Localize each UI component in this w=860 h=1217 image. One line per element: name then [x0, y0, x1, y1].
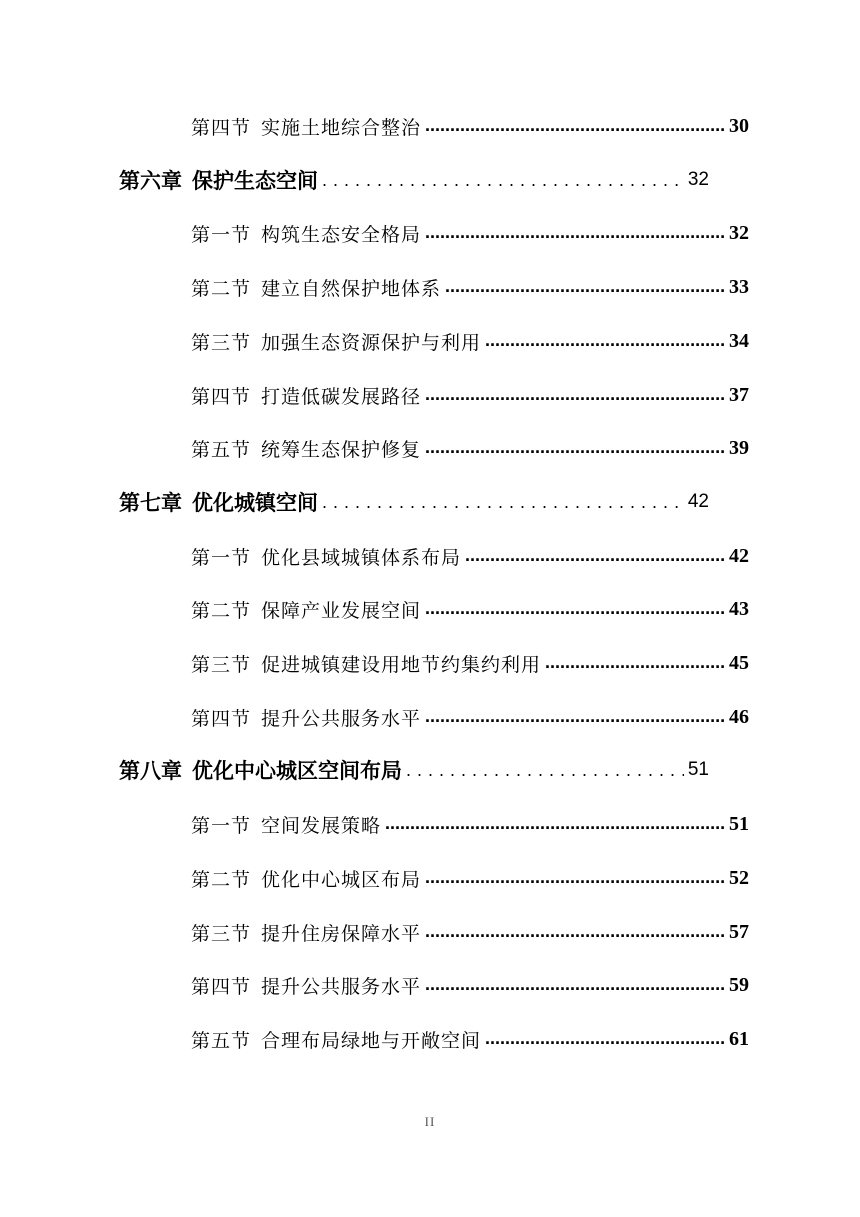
dot-leader — [425, 598, 725, 620]
section-number: 第二节 — [191, 599, 252, 622]
toc-entry-title — [191, 919, 421, 946]
section-title: 空间发展策略 — [261, 814, 382, 837]
toc-section-entry[interactable] — [191, 807, 749, 841]
chapter-number: 第六章 — [119, 168, 182, 193]
section-title: 优化县域城镇体系布局 — [261, 546, 462, 569]
toc-page-number: 32 — [687, 169, 709, 190]
section-title: 提升公共服务水平 — [261, 707, 422, 730]
chapter-title: 保护生态空间 — [192, 168, 318, 193]
section-number: 第二节 — [191, 277, 252, 300]
toc-page-number: 51 — [687, 759, 709, 780]
section-number: 第三节 — [191, 922, 252, 945]
toc-page-number: 59 — [729, 973, 749, 996]
dot-leader — [445, 276, 725, 298]
toc-entry-title — [191, 972, 421, 999]
toc-page-number: 43 — [729, 597, 749, 620]
section-title: 加强生态资源保护与利用 — [261, 331, 482, 354]
dot-leader — [385, 813, 725, 835]
dot-leader — [485, 1028, 725, 1050]
toc-entry-title — [191, 596, 421, 623]
toc-section-entry[interactable] — [191, 968, 749, 1002]
dot-leader — [425, 867, 725, 889]
toc-entry-title — [191, 543, 461, 570]
toc-section-entry[interactable] — [191, 109, 749, 143]
toc-section-entry[interactable] — [191, 915, 749, 949]
section-number: 第三节 — [191, 653, 252, 676]
toc-page-number: 61 — [729, 1027, 749, 1050]
section-number: 第一节 — [191, 223, 252, 246]
section-number: 第四节 — [191, 975, 252, 998]
toc-page-number: 57 — [729, 920, 749, 943]
toc-page-number: 34 — [729, 329, 749, 352]
section-title: 建立自然保护地体系 — [261, 277, 442, 300]
toc-chapter-entry[interactable] — [119, 753, 709, 787]
toc-section-entry[interactable] — [191, 270, 749, 304]
dot-leader — [425, 974, 725, 996]
dot-leader — [485, 330, 725, 352]
section-number: 第一节 — [191, 546, 252, 569]
toc-chapter-entry[interactable] — [119, 485, 709, 519]
toc-section-entry[interactable] — [191, 378, 749, 412]
toc-page-number: 42 — [729, 544, 749, 567]
section-title: 提升公共服务水平 — [261, 975, 422, 998]
dot-leader — [425, 437, 725, 459]
section-title: 打造低碳发展路径 — [261, 385, 422, 408]
toc-entry-title — [191, 113, 421, 140]
toc-chapter-entry[interactable] — [119, 163, 709, 197]
toc-entry-title — [119, 755, 402, 785]
toc-page-number: 30 — [729, 114, 749, 137]
dot-leader — [425, 706, 725, 728]
toc-entry-title — [191, 382, 421, 409]
toc-page-number: 33 — [729, 275, 749, 298]
toc-entry-title — [191, 435, 421, 462]
section-number: 第四节 — [191, 707, 252, 730]
chapter-title: 优化中心城区空间布局 — [192, 758, 402, 783]
chapter-title: 优化城镇空间 — [192, 490, 318, 515]
dot-leader — [465, 545, 725, 567]
dot-leader — [425, 115, 725, 137]
toc-entry-title — [191, 220, 421, 247]
toc-entry-title — [191, 704, 421, 731]
section-number: 第四节 — [191, 385, 252, 408]
toc-section-entry[interactable] — [191, 861, 749, 895]
toc-page-number: 51 — [729, 812, 749, 835]
page-number-footer: II — [424, 1114, 436, 1129]
toc-section-entry[interactable] — [191, 539, 749, 573]
section-title: 合理布局绿地与开敞空间 — [261, 1029, 482, 1052]
toc-entry-title — [191, 1026, 481, 1053]
chapter-number: 第八章 — [119, 758, 182, 783]
dot-leader — [322, 490, 684, 514]
toc-page-number: 42 — [687, 491, 709, 512]
toc-section-entry[interactable] — [191, 216, 749, 250]
toc-entry-title — [191, 650, 541, 677]
toc-page-number: 52 — [729, 866, 749, 889]
section-title: 统筹生态保护修复 — [261, 438, 422, 461]
dot-leader — [322, 168, 684, 192]
toc-entry-title — [191, 811, 381, 838]
section-number: 第四节 — [191, 116, 252, 139]
section-title: 提升住房保障水平 — [261, 922, 422, 945]
section-title: 促进城镇建设用地节约集约利用 — [261, 653, 542, 676]
section-title: 构筑生态安全格局 — [261, 223, 422, 246]
toc-page-number: 39 — [729, 436, 749, 459]
section-title: 实施土地综合整治 — [261, 116, 422, 139]
section-number: 第五节 — [191, 438, 252, 461]
dot-leader — [425, 921, 725, 943]
toc-section-entry[interactable] — [191, 592, 749, 626]
section-number: 第五节 — [191, 1029, 252, 1052]
toc-page-number: 32 — [729, 221, 749, 244]
toc-page-number: 45 — [729, 651, 749, 674]
toc-page-number: 46 — [729, 705, 749, 728]
dot-leader — [406, 758, 684, 782]
section-number: 第一节 — [191, 814, 252, 837]
toc-section-entry[interactable] — [191, 646, 749, 680]
section-number: 第二节 — [191, 868, 252, 891]
toc-section-entry[interactable] — [191, 324, 749, 358]
toc-section-entry[interactable] — [191, 1022, 749, 1056]
toc-entry-title — [191, 865, 421, 892]
toc-section-entry[interactable] — [191, 431, 749, 465]
toc-section-entry[interactable] — [191, 700, 749, 734]
section-title: 保障产业发展空间 — [261, 599, 422, 622]
dot-leader — [545, 652, 725, 674]
dot-leader — [425, 384, 725, 406]
dot-leader — [425, 222, 725, 244]
chapter-number: 第七章 — [119, 490, 182, 515]
section-title: 优化中心城区布局 — [261, 868, 422, 891]
toc-entry-title — [119, 165, 318, 195]
toc-entry-title — [191, 328, 481, 355]
toc-entry-title — [119, 487, 318, 517]
toc-page-number: 37 — [729, 383, 749, 406]
toc-entry-title — [191, 274, 441, 301]
section-number: 第三节 — [191, 331, 252, 354]
